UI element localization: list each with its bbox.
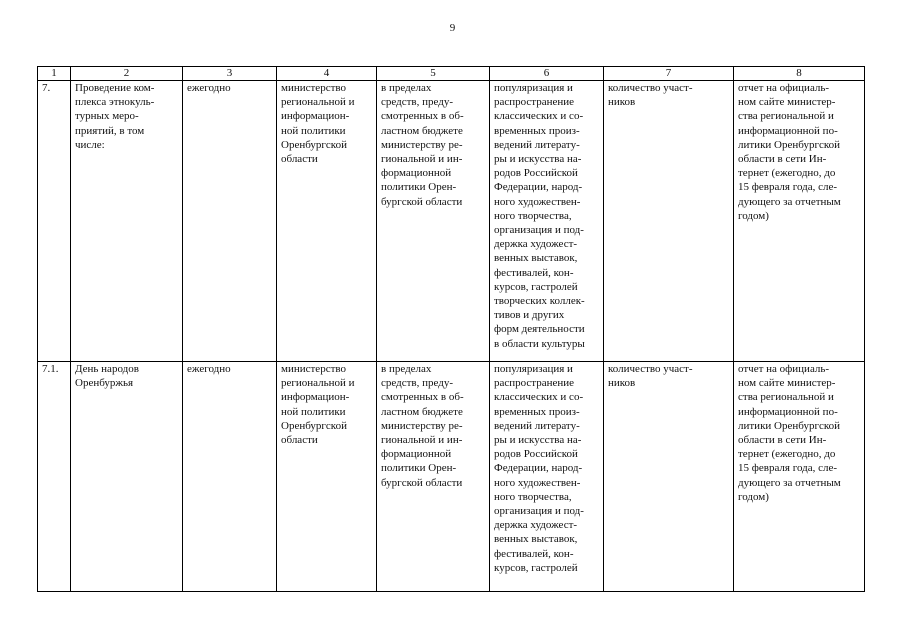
cell-text-line: тернет (ежегодно, до — [738, 448, 836, 461]
column-header: 4 — [277, 67, 377, 81]
cell-text-line: литики Оренбургской — [738, 138, 841, 151]
cell-text-line: бургской области — [381, 476, 463, 489]
cell-text-line: ры и искусства на- — [494, 153, 582, 166]
cell-text-line: ведений литерату- — [494, 138, 580, 151]
cell-text-line: День народов — [75, 363, 139, 375]
header-row — [38, 67, 865, 81]
cell-text-line: ства региональной и — [738, 391, 834, 404]
cell-text-line: организация и под- — [494, 505, 584, 518]
column-header: 3 — [183, 67, 277, 81]
cell-text-line: отчет на официаль- — [738, 363, 830, 375]
cell-text-line: числе: — [75, 138, 105, 151]
cell-text-line: министерство — [281, 363, 347, 375]
cell-text-line: министерство — [281, 82, 347, 94]
column-header: 5 — [377, 67, 490, 81]
cell-text-line: венных выставок, — [494, 533, 578, 546]
cell-text-line: годом) — [738, 490, 769, 503]
cell-text-line: области — [281, 153, 318, 166]
cell-text-line: Оренбургской — [281, 138, 347, 151]
cell-text-line: ства региональной и — [738, 110, 834, 123]
cell-text-line: венных выставок, — [494, 252, 578, 265]
cell-text-line: Федерации, народ- — [494, 462, 583, 475]
cell-text-line: информацион- — [281, 110, 350, 123]
cell-text-line: годом) — [738, 209, 769, 222]
cell-text-line: ежегодно — [187, 363, 231, 375]
cell-text-line: ного творчества, — [494, 209, 572, 222]
cell-text-line: информацион- — [281, 391, 350, 404]
cell-text-line: ного художествен- — [494, 476, 581, 489]
cell-text-line: тивов и других — [494, 309, 565, 322]
cell-text-line: формационной — [381, 448, 452, 461]
cell-text-line: ного творчества, — [494, 490, 572, 503]
column-header: 8 — [734, 67, 865, 81]
cell-text-line: ной политики — [281, 405, 346, 418]
cell-text-line: распространение — [494, 377, 575, 390]
row-number: 7. — [38, 81, 71, 362]
funding-cell — [377, 362, 490, 592]
cell-text-line: популяризация и — [494, 82, 573, 94]
cell-text-line: классических и со- — [494, 110, 584, 123]
cell-text-line: плекса этнокуль- — [75, 96, 155, 109]
cell-text-line: ведений литерату- — [494, 419, 580, 432]
cell-text-line: ластном бюджете — [381, 405, 463, 418]
cell-text-line: министерству ре- — [381, 419, 463, 432]
indicator-cell — [604, 362, 734, 592]
cell-text-line: держка художест- — [494, 238, 578, 251]
cell-text-line: ном сайте министер- — [738, 96, 836, 109]
plan-table — [37, 66, 865, 592]
indicator-cell — [604, 81, 734, 362]
cell-text-line: информационной по- — [738, 124, 838, 137]
result-cell — [490, 362, 604, 592]
cell-text-line: области — [281, 434, 318, 447]
cell-text-line: ры и искусства на- — [494, 434, 582, 447]
column-header: 6 — [490, 67, 604, 81]
cell-text-line: бургской области — [381, 195, 463, 208]
cell-text-line: гиональной и ин- — [381, 153, 463, 166]
event-name-cell — [71, 81, 183, 362]
funding-cell — [377, 81, 490, 362]
report-cell — [734, 362, 865, 592]
period-cell — [183, 81, 277, 362]
column-header: 2 — [71, 67, 183, 81]
cell-text-line: гиональной и ин- — [381, 434, 463, 447]
cell-text-line: смотренных в об- — [381, 391, 464, 404]
cell-text-line: дующего за отчетным — [738, 195, 841, 208]
cell-text-line: Оренбургской — [281, 419, 347, 432]
cell-text-line: региональной и — [281, 377, 355, 390]
cell-text-line: 15 февраля года, сле- — [738, 181, 838, 194]
table-row — [38, 362, 865, 592]
cell-text-line: в области культуры — [494, 337, 585, 350]
cell-text-line: смотренных в об- — [381, 110, 464, 123]
cell-text-line: ном сайте министер- — [738, 377, 836, 390]
report-cell — [734, 81, 865, 362]
cell-text-line: родов Российской — [494, 448, 578, 461]
cell-text-line: форм деятельности — [494, 323, 585, 336]
cell-text-line: средств, преду- — [381, 377, 453, 390]
cell-text-line: классических и со- — [494, 391, 584, 404]
cell-text-line: ников — [608, 96, 636, 109]
column-header: 7 — [604, 67, 734, 81]
cell-text-line: курсов, гастролей — [494, 561, 578, 574]
cell-text-line: фестивалей, кон- — [494, 266, 574, 279]
cell-text-line: организация и под- — [494, 224, 584, 237]
cell-text-line: региональной и — [281, 96, 355, 109]
cell-text-line: средств, преду- — [381, 96, 453, 109]
cell-text-line: области в сети Ин- — [738, 153, 827, 166]
cell-text-line: творческих коллек- — [494, 295, 585, 308]
cell-text-line: турных меро- — [75, 110, 139, 123]
cell-text-line: количество участ- — [608, 82, 693, 94]
cell-text-line: дующего за отчетным — [738, 476, 841, 489]
cell-text-line: временных произ- — [494, 405, 580, 418]
cell-text-line: в пределах — [381, 82, 432, 94]
cell-text-line: литики Оренбургской — [738, 419, 841, 432]
cell-text-line: Оренбуржья — [75, 377, 134, 390]
cell-text-line: Проведение ком- — [75, 82, 155, 94]
cell-text-line: держка художест- — [494, 519, 578, 532]
cell-text-line: Федерации, народ- — [494, 181, 583, 194]
executor-cell — [277, 362, 377, 592]
cell-text-line: ежегодно — [187, 82, 231, 94]
cell-text-line: приятий, в том — [75, 124, 145, 137]
cell-text-line: ного художествен- — [494, 195, 581, 208]
table-row — [38, 81, 865, 362]
result-cell — [490, 81, 604, 362]
cell-text-line: информационной по- — [738, 405, 838, 418]
cell-text-line: министерству ре- — [381, 138, 463, 151]
cell-text-line: количество участ- — [608, 363, 693, 375]
cell-text-line: родов Российской — [494, 167, 578, 180]
executor-cell — [277, 81, 377, 362]
period-cell — [183, 362, 277, 592]
cell-text-line: временных произ- — [494, 124, 580, 137]
cell-text-line: фестивалей, кон- — [494, 547, 574, 560]
cell-text-line: популяризация и — [494, 363, 573, 375]
cell-text-line: ластном бюджете — [381, 124, 463, 137]
column-header: 1 — [38, 67, 71, 81]
cell-text-line: ной политики — [281, 124, 346, 137]
cell-text-line: отчет на официаль- — [738, 82, 830, 94]
cell-text-line: 15 февраля года, сле- — [738, 462, 838, 475]
cell-text-line: политики Орен- — [381, 181, 457, 194]
cell-text-line: в пределах — [381, 363, 432, 375]
event-name-cell — [71, 362, 183, 592]
cell-text-line: формационной — [381, 167, 452, 180]
row-number: 7.1. — [38, 362, 71, 592]
cell-text-line: курсов, гастролей — [494, 280, 578, 293]
cell-text-line: распространение — [494, 96, 575, 109]
cell-text-line: политики Орен- — [381, 462, 457, 475]
page-number: 9 — [449, 22, 456, 34]
cell-text-line: области в сети Ин- — [738, 434, 827, 447]
cell-text-line: ников — [608, 377, 636, 390]
cell-text-line: тернет (ежегодно, до — [738, 167, 836, 180]
